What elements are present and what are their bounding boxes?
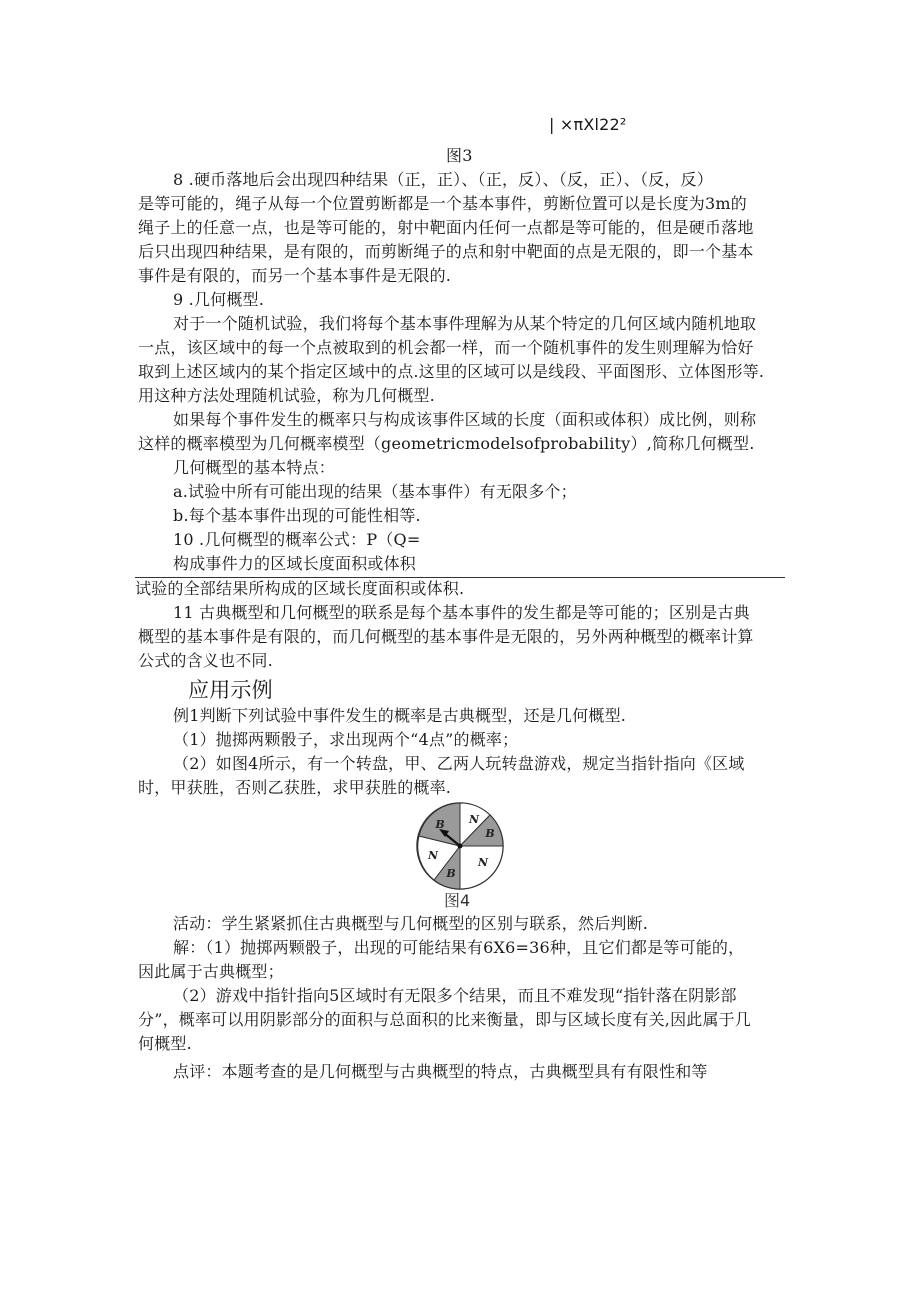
- section-title: 应用示例: [188, 678, 273, 702]
- sector-label: N: [477, 856, 489, 869]
- paragraph-line: 取到上述区域内的某个指定区域中的点.这里的区域可以是线段、平面图形、立体图形等.: [138, 362, 765, 381]
- solution-line: （2）游戏中指针指向5区域时有无限多个结果，而且不难发现“指针落在阴影部: [173, 986, 737, 1005]
- sector-label: N: [427, 849, 439, 862]
- sector-label: B: [446, 867, 456, 880]
- list-item: b.每个基本事件出现的可能性相等.: [173, 506, 421, 525]
- paragraph-line: 后只出现四种结果，是有限的，而剪断绳子的点和射中靶面的点是无限的，即一个基本: [138, 242, 754, 261]
- question-item: （1）抛掷两颗骰子，求出现两个“4点”的概率；: [173, 730, 519, 749]
- spinner-hub: [458, 844, 463, 849]
- paragraph-line: 活动：学生紧紧抓住古典概型与几何概型的区别与联系，然后判断.: [173, 914, 649, 933]
- list-item: a.试验中所有可能出现的结果（基本事件）有无限多个；: [173, 482, 577, 501]
- formula-denominator: 试验的全部结果所构成的区域长度面积或体积.: [135, 579, 465, 598]
- sector-label: B: [435, 818, 445, 831]
- paragraph-line: 11 古典概型和几何概型的联系是每个基本事件的发生都是等可能的；区别是古典: [173, 603, 750, 622]
- figure3-fragment: | ×πXl22²: [549, 115, 627, 134]
- paragraph-line: 8 .硬币落地后会出现四种结果（正，正）、（正，反）、（反，正）、（反，反）: [173, 170, 713, 189]
- paragraph-line: 概型的基本事件是有限的，而几何概型的基本事件是无限的，另外两种概型的概率计算: [138, 627, 754, 646]
- figure3-caption: 图3: [446, 146, 473, 165]
- paragraph-line: 时，甲获胜，否则乙获胜，求甲获胜的概率.: [138, 778, 452, 797]
- sector-label: B: [485, 827, 495, 840]
- paragraph-line: 绳子上的任意一点，也是等可能的，射中靶面内任何一点都是等可能的，但是硬币落地: [138, 218, 754, 237]
- example-title: 例1判断下列试验中事件发生的概率是古典概型，还是几何概型.: [173, 706, 627, 725]
- paragraph-line: 用这种方法处理随机试验，称为几何概型.: [138, 386, 435, 405]
- paragraph-line: 是等可能的，绳子从每一个位置剪断都是一个基本事件，剪断位置可以是长度为3m的: [138, 194, 747, 213]
- question-item: （2）如图4所示，有一个转盘，甲、乙两人玩转盘游戏，规定当指针指向《区域: [173, 754, 745, 773]
- paragraph-line: 如果每个事件发生的概率只与构成该事件区域的长度（面积或体积）成比例，则称: [173, 410, 757, 429]
- formula-line: 10 .几何概型的概率公式：P（Q=: [173, 530, 421, 549]
- figure4-caption: 图4: [444, 891, 471, 910]
- solution-line: 分”，概率可以用阴影部分的面积与总面积的比来衡量，即与区域长度有关,因此属于几: [138, 1010, 752, 1029]
- comment-line: 点评：本题考查的是几何概型与古典概型的特点，古典概型具有有限性和等: [173, 1062, 708, 1081]
- paragraph-line: 对于一个随机试验，我们将每个基本事件理解为从某个特定的几何区域内随机地取: [173, 314, 757, 333]
- spinner-diagram: [412, 800, 508, 892]
- paragraph-line: 这样的概率模型为几何概率模型（geometricmodelsofprobability）,简称几何概型.: [138, 434, 755, 453]
- paragraph-line: 一点，该区域中的每一个点被取到的机会都一样，而一个随机事件的发生则理解为恰好: [138, 338, 754, 357]
- formula-numerator: 构成事件力的区域长度面积或体积: [173, 554, 417, 573]
- paragraph-line: 事件是有限的，而另一个基本事件是无限的.: [138, 266, 452, 285]
- paragraph-line: 几何概型的基本特点：: [173, 458, 336, 477]
- solution-line: 何概型.: [138, 1034, 192, 1053]
- solution-line: 解：（1）抛掷两颗骰子，出现的可能结果有6X6=36种，且它们都是等可能的，: [173, 938, 745, 957]
- sector-label: N: [468, 813, 480, 826]
- paragraph-line: 公式的含义也不同.: [138, 651, 273, 670]
- section-heading: 9 .几何概型.: [173, 290, 265, 309]
- solution-line: 因此属于古典概型；: [138, 962, 284, 981]
